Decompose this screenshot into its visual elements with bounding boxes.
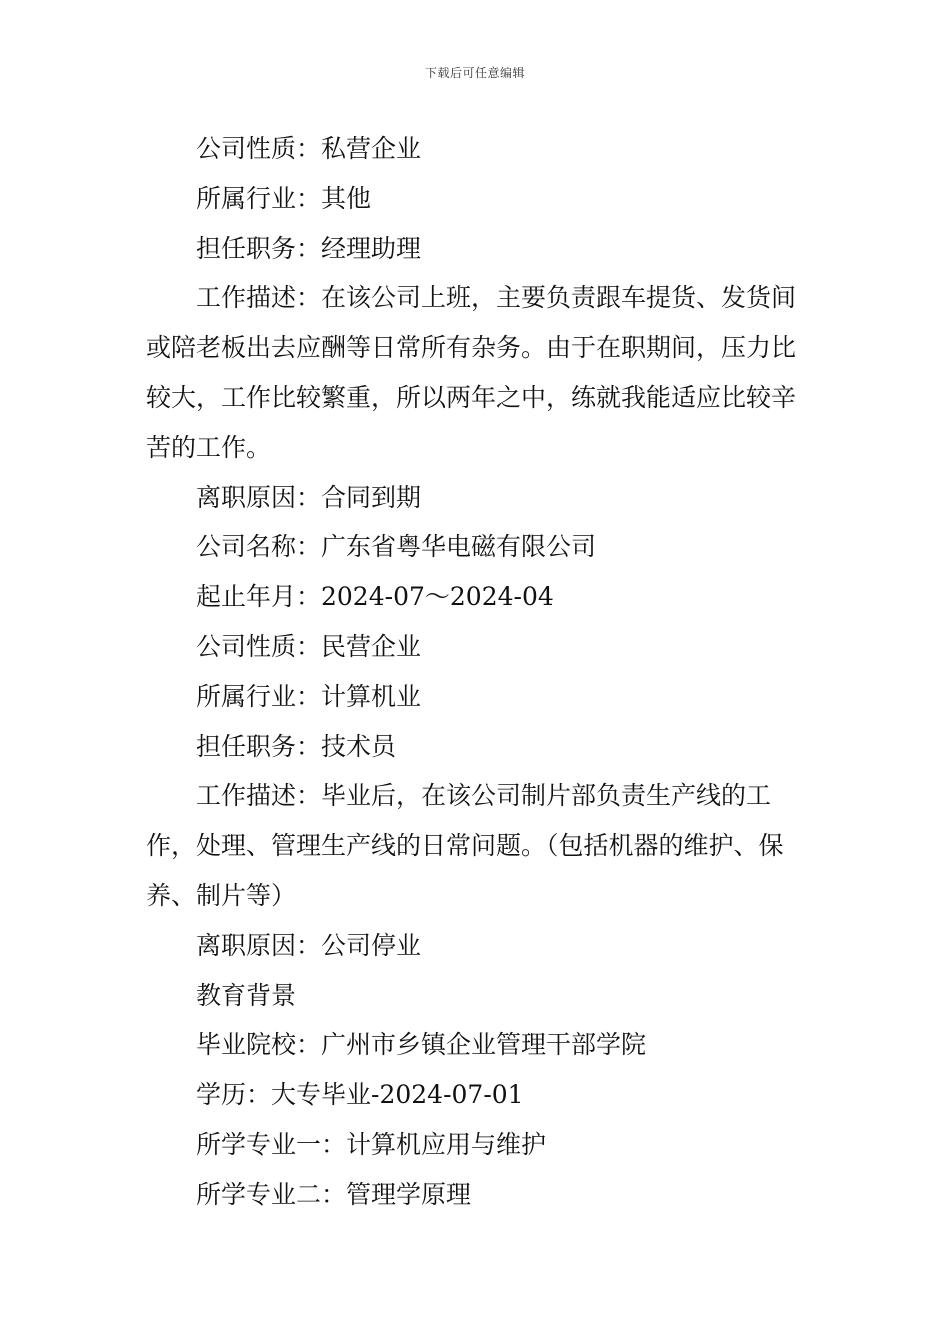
page-header: 下载后可任意编辑	[424, 66, 525, 80]
company-name: 公司名称：广东省粤华电磁有限公司	[196, 532, 597, 562]
document-body	[146, 124, 810, 1220]
major-two: 所学专业二：管理学原理	[196, 1179, 472, 1209]
leaving-reason: 离职原因：公司停业	[196, 930, 422, 960]
position: 担任职务：经理助理	[196, 233, 422, 263]
section-heading-education: 教育背景	[196, 980, 297, 1010]
company-nature: 公司性质：私营企业	[196, 134, 422, 163]
industry: 所属行业：其他	[196, 183, 372, 213]
major-one: 所学专业一：计算机应用与维护	[196, 1129, 547, 1159]
industry: 所属行业：计算机业	[196, 681, 422, 711]
company-nature: 公司性质：民营企业	[196, 631, 422, 661]
degree: 学历：大专毕业-2024-07-01	[196, 1080, 524, 1110]
job-description: 工作描述：在该公司上班，主要负责跟车提货、发货间或陪老板出去应酬等日常所有杂务。由于在职期间，压力比较大，工作比较繁重，所以两年之中，练就我能适应比较辛苦的工作。	[146, 283, 797, 462]
leaving-reason: 离职原因：合同到期	[196, 482, 422, 512]
employment-period: 起止年月：2024-07～2024-04	[196, 582, 554, 612]
school: 毕业院校：广州市乡镇企业管理干部学院	[196, 1030, 647, 1060]
job-description: 工作描述：毕业后，在该公司制片部负责生产线的工作，处理、管理生产线的日常问题。（包括机器的维护、保养、制片等）	[146, 781, 784, 910]
position: 担任职务：技术员	[196, 731, 397, 761]
